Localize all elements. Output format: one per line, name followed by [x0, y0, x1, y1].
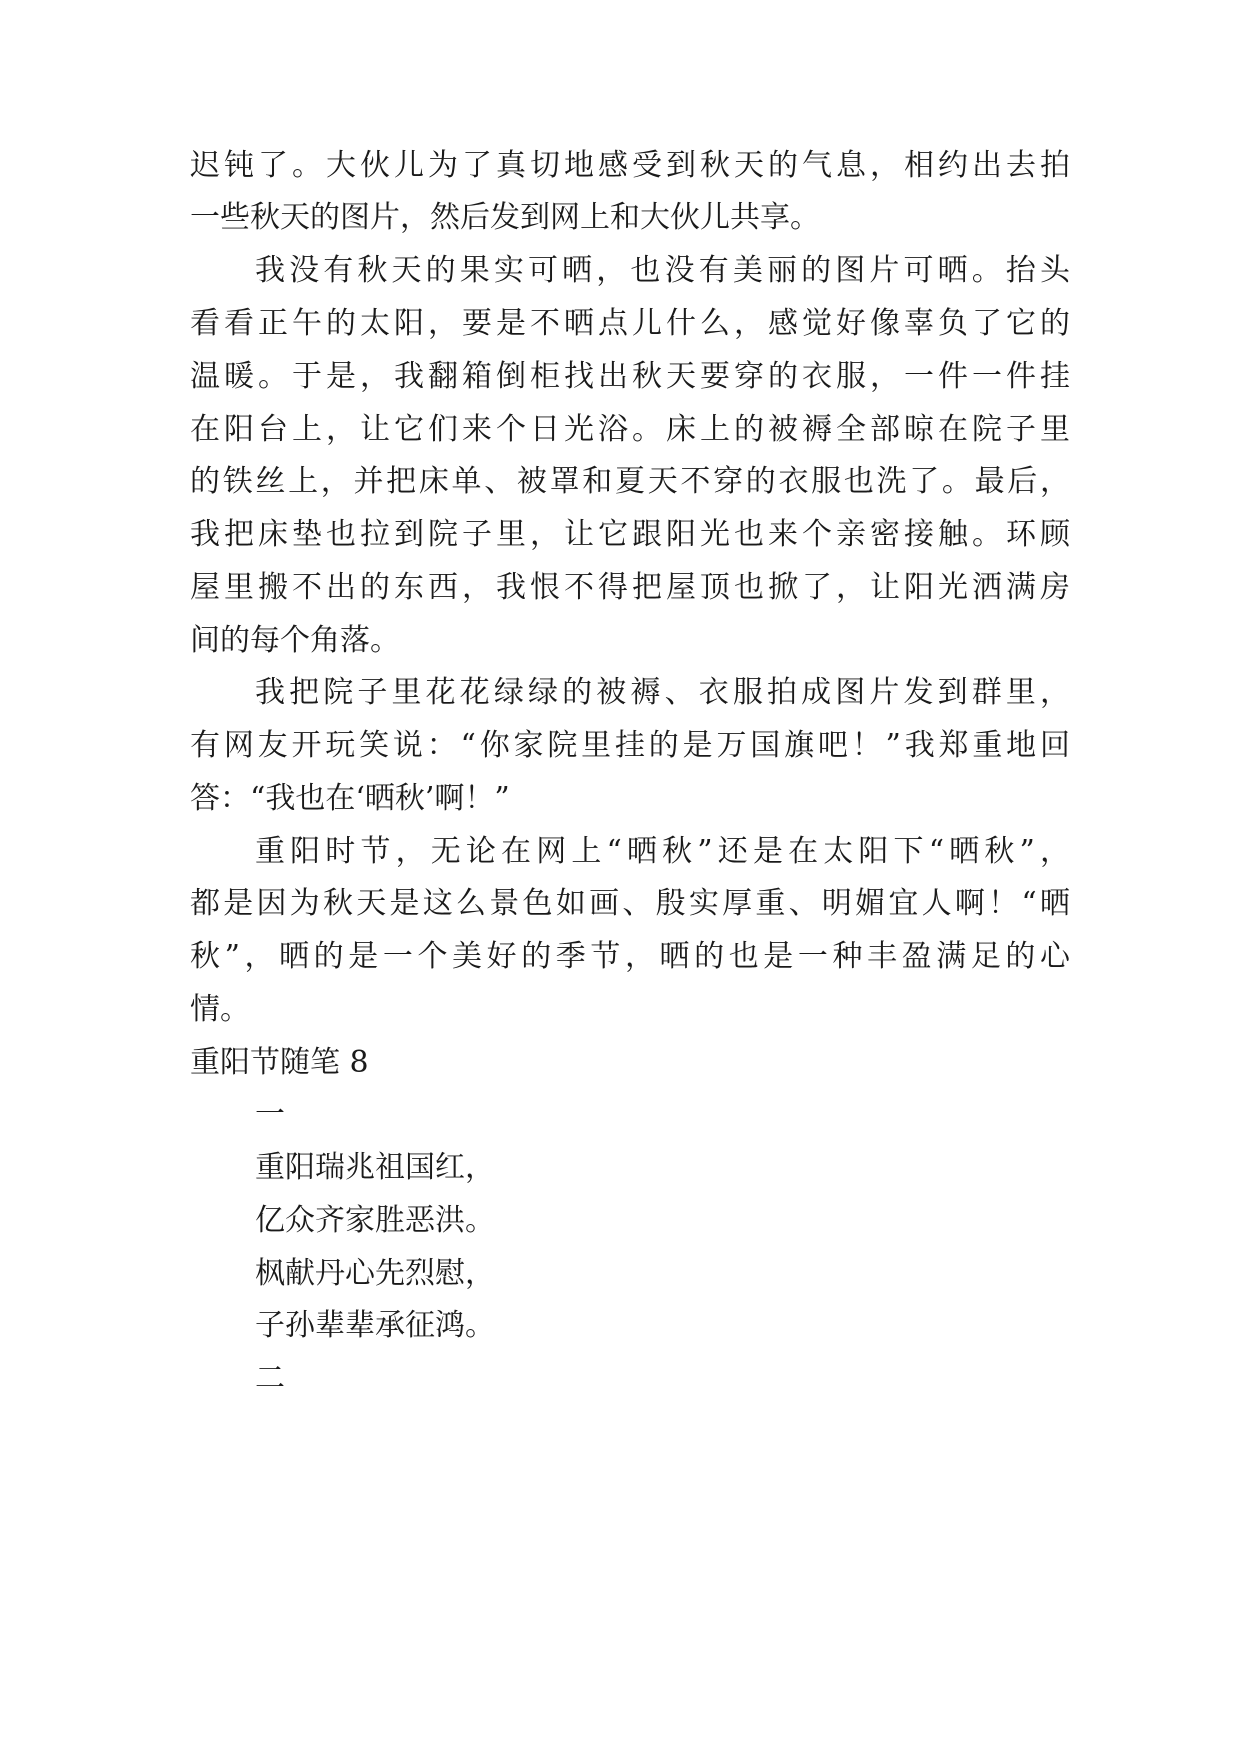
paragraph-line: 情。 [190, 992, 250, 1027]
paragraph-line: 屋里搬不出的东西，我恨不得把屋顶也掀了，让阳光洒满房 [190, 570, 1070, 605]
poem-number: 二 [255, 1361, 285, 1396]
paragraph-line: 答：“我也在‘晒秋’啊！” [190, 781, 510, 816]
paragraph-line: 看看正午的太阳，要是不晒点儿什么，感觉好像辜负了它的 [190, 306, 1070, 341]
paragraph-line: 在阳台上，让它们来个日光浴。床上的被褥全部晾在院子里 [190, 412, 1070, 447]
paragraph-line: 我没有秋天的果实可晒，也没有美丽的图片可晒。抬头 [255, 253, 1070, 288]
poem-number: 一 [255, 1097, 285, 1132]
section-heading: 重阳节随笔 8 [190, 1045, 369, 1080]
paragraph-line: 都是因为秋天是这么景色如画、殷实厚重、明媚宜人啊！“晒 [190, 886, 1070, 921]
paragraph-line: 重阳时节，无论在网上“晒秋”还是在太阳下“晒秋”， [255, 834, 1070, 869]
paragraph-line: 秋”，晒的是一个美好的季节，晒的也是一种丰盈满足的心 [190, 939, 1070, 974]
paragraph-line: 迟钝了。大伙儿为了真切地感受到秋天的气息，相约出去拍 [190, 148, 1070, 183]
poem-line: 枫献丹心先烈慰， [255, 1256, 495, 1291]
paragraph-line: 温暖。于是，我翻箱倒柜找出秋天要穿的衣服，一件一件挂 [190, 359, 1070, 394]
poem-line: 亿众齐家胜恶洪。 [255, 1203, 495, 1238]
paragraph-line: 一些秋天的图片，然后发到网上和大伙儿共享。 [190, 200, 820, 235]
paragraph-line: 我把院子里花花绿绿的被褥、衣服拍成图片发到群里， [255, 675, 1070, 710]
paragraph-line: 有网友开玩笑说：“你家院里挂的是万国旗吧！”我郑重地回 [190, 728, 1070, 763]
poem-line: 重阳瑞兆祖国红， [255, 1150, 495, 1185]
paragraph-line: 我把床垫也拉到院子里，让它跟阳光也来个亲密接触。环顾 [190, 517, 1070, 552]
paragraph-line: 间的每个角落。 [190, 623, 400, 658]
poem-line: 子孙辈辈承征鸿。 [255, 1308, 495, 1343]
paragraph-line: 的铁丝上，并把床单、被罩和夏天不穿的衣服也洗了。最后， [190, 464, 1070, 499]
